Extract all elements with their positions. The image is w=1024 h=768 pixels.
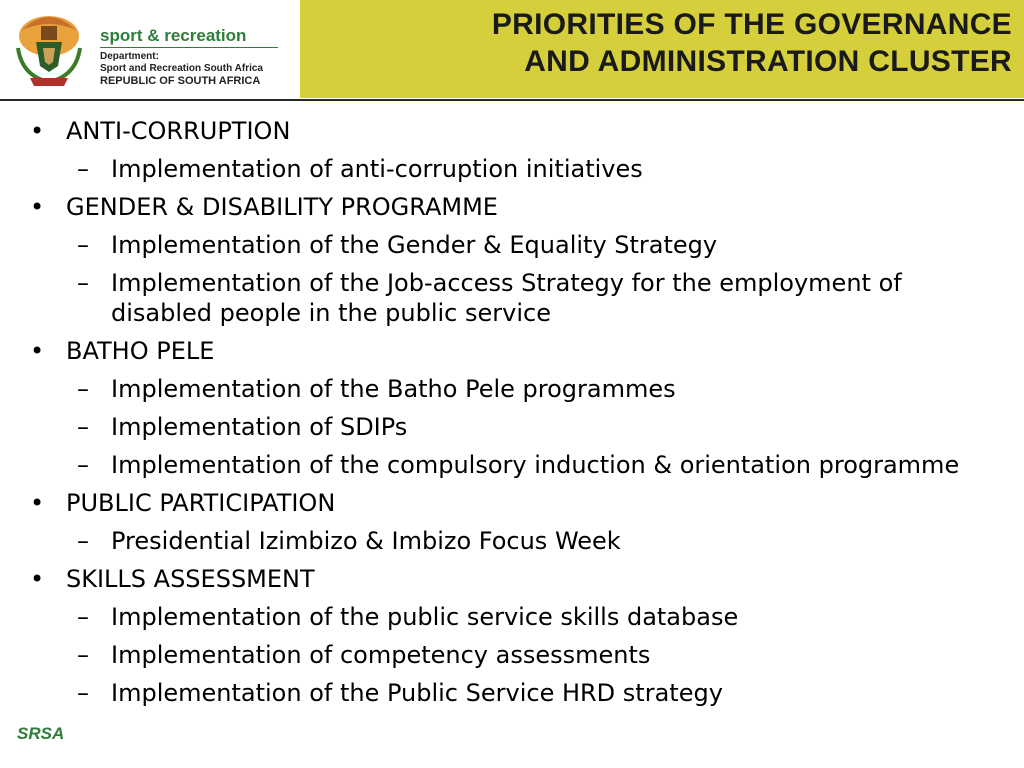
header-divider <box>0 99 1024 101</box>
bullet-icon: • <box>30 193 45 221</box>
sub-bullet-text: Implementation of anti-corruption initiatives <box>111 155 643 183</box>
dash-icon: – <box>77 375 89 403</box>
sub-bullet-item <box>30 678 1010 708</box>
bullet-heading-text: PUBLIC PARTICIPATION <box>66 489 336 517</box>
sub-bullet-item <box>30 450 1010 480</box>
bullet-icon: • <box>30 337 45 365</box>
footer-tag: SRSA <box>17 724 65 743</box>
bullet-heading-text: SKILLS ASSESSMENT <box>66 565 315 593</box>
sub-bullet-text: Implementation of competency assessments <box>111 641 651 669</box>
bullet-heading <box>30 564 1010 594</box>
slide-title <box>312 6 1012 80</box>
dash-icon: – <box>77 231 89 259</box>
sub-bullet-text: Implementation of the compulsory induction & orientation programme <box>111 451 960 479</box>
sub-bullet-text: Implementation of the Gender & Equality Strategy <box>111 231 718 259</box>
title-line-1: PRIORITIES OF THE GOVERNANCE <box>491 8 1012 41</box>
sub-bullet-item <box>30 640 1010 670</box>
bullet-heading-text: GENDER & DISABILITY PROGRAMME <box>66 193 498 221</box>
bullet-list <box>30 116 1010 708</box>
bullet-heading <box>30 488 1010 518</box>
sub-bullet-text: Presidential Izimbizo & Imbizo Focus Week <box>111 527 621 555</box>
title-banner <box>300 0 1024 98</box>
title-line-2: AND ADMINISTRATION CLUSTER <box>524 45 1012 78</box>
sub-bullet-item <box>30 154 1010 184</box>
sub-bullet-item <box>30 526 1010 556</box>
sub-bullet-item <box>30 230 1010 260</box>
bullet-icon: • <box>30 117 45 145</box>
department-name: sport & recreation <box>100 26 247 45</box>
bullet-icon: • <box>30 565 45 593</box>
sub-bullet-text: Implementation of the Batho Pele programmes <box>111 375 676 403</box>
sub-bullet-item <box>30 602 1010 632</box>
department-logo <box>0 0 300 98</box>
sub-bullet-item <box>30 268 1010 328</box>
dash-icon: – <box>77 527 89 555</box>
logo-divider <box>100 47 278 48</box>
bullet-heading <box>30 336 1010 366</box>
sub-bullet-text: Implementation of the Public Service HRD strategy <box>111 679 723 707</box>
coat-of-arms-icon <box>8 8 90 90</box>
sub-bullet-text: Implementation of the Job-access Strategy for the employment of disabled people in the public service <box>111 269 902 327</box>
dash-icon: – <box>77 603 89 631</box>
sub-bullet-item <box>30 412 1010 442</box>
department-subtitle: Sport and Recreation South Africa <box>100 63 263 74</box>
bullet-heading-text: BATHO PELE <box>66 337 215 365</box>
bullet-heading <box>30 192 1010 222</box>
sub-bullet-item <box>30 374 1010 404</box>
dash-icon: – <box>77 155 89 183</box>
bullet-icon: • <box>30 489 45 517</box>
country-name: REPUBLIC OF SOUTH AFRICA <box>100 75 261 87</box>
dash-icon: – <box>77 269 89 297</box>
dash-icon: – <box>77 641 89 669</box>
sub-bullet-text: Implementation of the public service skills database <box>111 603 739 631</box>
dash-icon: – <box>77 451 89 479</box>
department-label: Department: <box>100 51 159 62</box>
sub-bullet-text: Implementation of SDIPs <box>111 413 408 441</box>
dash-icon: – <box>77 413 89 441</box>
bullet-heading-text: ANTI-CORRUPTION <box>66 117 291 145</box>
bullet-heading <box>30 116 1010 146</box>
dash-icon: – <box>77 679 89 707</box>
slide-header <box>0 0 1024 100</box>
